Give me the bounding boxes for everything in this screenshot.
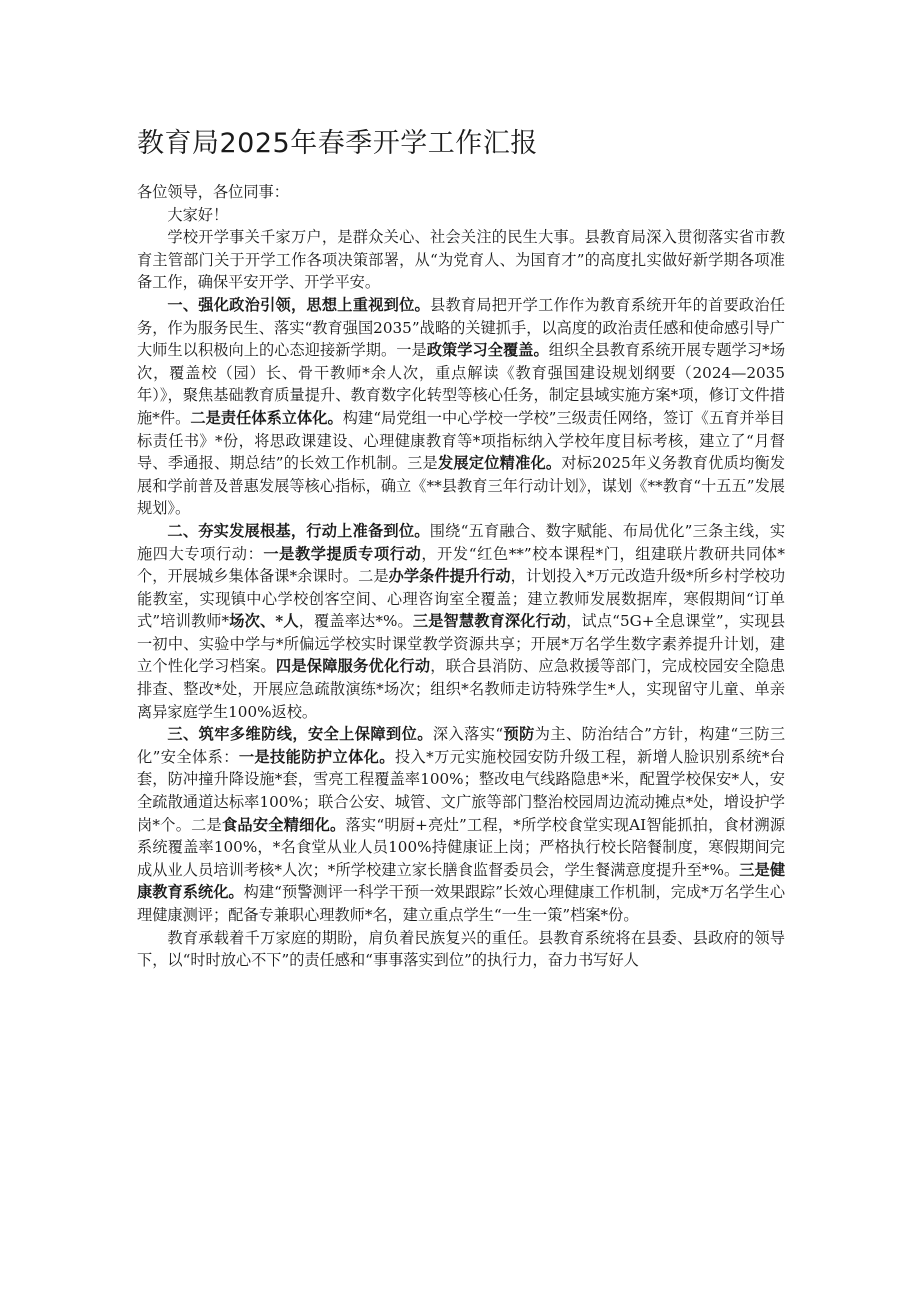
document-page <box>137 127 785 972</box>
text-run: 落实“明厨+亮灶”工程，*所学校食堂实现AI智能抓拍，食材溯源系统覆盖率100%，*名食堂从业人员100%持健康证上岗；严格执行校长陪餐制度，寒假期间完成从业人员培训考核*人次；*所学校建立家长膳食监督委员会，学生餐满意度提升至*%。 <box>137 815 786 879</box>
text-run: ，计划投入*万元改造升级*所乡村学校功能教室，实现镇中心学校创客空间、心理咨询室全覆盖；建立教师发展数据库，寒假期间“订单式”培训教师* <box>137 567 786 631</box>
section-2-paragraph <box>137 520 785 723</box>
bold-text-run: 政策学习全覆盖。 <box>426 341 549 360</box>
text-run: 构建“预警测评一科学干预一效果跟踪”长效心理健康工作机制，完成*万名学生心理健康测评；配备专兼职心理教师*名，建立重点学生“一生一策”档案*份。 <box>137 883 786 924</box>
bold-text-run: 一是教学提质专项行动 <box>263 544 422 563</box>
bold-text-run: 三是健康教育系统化。 <box>137 860 786 902</box>
text-run: ，开发“红色**”校本课程*门，组建联片教研共同体*个，开展城乡集体备课*余课时。二是 <box>137 544 786 586</box>
text-run: 构建“局党组一中心学校一学校”三级责任网络，签订《五育并举目标责任书》*份，将思政课建设、心理健康教育等*项指标纳入学校年度目标考核，建立了“月督导、季通报、期总结”的长效工作机制。三是 <box>137 408 786 473</box>
text-run: 组织全县教育系统开展专题学习*场次，覆盖校（园）长、骨干教师*余人次，重点解读《教育强国建设规划纲要（2024—2035年）》，聚焦基础教育质量提升、教育数字化转型等核心任务，制定县域实施方案*项，修订文件措施*件。 <box>137 341 786 427</box>
text-run: ，试点“5G+全息课堂”，实现县一初中、实验中学与*所偏远学校实时课堂教学资源共享；开展*万名学生数字素养提升计划，建立个性化学习档案。 <box>137 612 786 676</box>
intro-paragraph: 学校开学事关千家万户，是群众关心、社会关注的民生大事。县教育局深入贯彻落实省市教育主管部门关于开学工作各项决策部署，从“为党育人、为国育才”的高度扎实做好新学期各项准备工作，确保平安开学、开学平安。 <box>137 228 785 292</box>
section-1-paragraph <box>137 294 785 520</box>
bold-text-run: 二、夯实发展根基，行动上准备到位。 <box>167 521 430 540</box>
text-run: ，联合县消防、应急救援等部门，完成校园安全隐患排查、整改*处，开展应急疏散演练*场次；组织*名教师走访特殊学生*人，实现留守儿童、单亲离异家庭学生100%返校。 <box>137 657 786 721</box>
text-run: 投入*万元实施校园安防升级工程，新增人脸识别系统*台套，防冲撞升降设施*套，雪亮工程覆盖率100%；整改电气线路隐患*米，配置学校保安*人，安全疏散通道达标率100%；联合公安、城管、文广旅等部门整治校园周边流动摊点*处，增设护学岗*个。二是 <box>137 747 786 834</box>
section-3-paragraph <box>137 723 785 926</box>
bold-text-run: 场次、*人 <box>229 612 299 631</box>
bold-text-run: 预防 <box>503 725 535 744</box>
text-run: 围绕“五育融合、数字赋能、布局优化”三条主线，实施四大专项行动： <box>137 521 786 563</box>
document-title: 教育局2025年春季开学工作汇报 <box>137 128 538 159</box>
bold-text-run: 三、筑牢多维防线，安全上保障到位。 <box>167 725 433 744</box>
bold-text-run: 发展定位精准化。 <box>437 454 562 473</box>
bold-text-run: 四是保障服务优化行动 <box>275 657 431 676</box>
bold-text-run: 办学条件提升行动 <box>388 567 511 586</box>
text-run: 对标2025年义务教育优质均衡发展和学前普及普惠发展等核心指标，确立《**县教育三年行动计划》，谋划《**教育“十五五”发展规划》。 <box>137 454 786 518</box>
text-run: ，覆盖率达*%。 <box>298 612 413 631</box>
bold-text-run: 三是智慧教育深化行动 <box>412 612 567 631</box>
bold-text-run: 一是技能防护立体化。 <box>238 747 395 766</box>
greeting: 大家好！ <box>167 205 229 224</box>
bold-text-run: 食品安全精细化。 <box>222 815 346 834</box>
closing-paragraph: 教育承载着千万家庭的期盼，肩负着民族复兴的重任。县教育系统将在县委、县政府的领导下，以“时时放心不下”的责任感和“事事落实到位”的执行力，奋力书写好人 <box>137 928 785 970</box>
text-run: 县教育局把开学工作作为教育系统开年的首要政治任务，作为服务民生、落实“教育强国2035”战略的关键抓手，以高度的政治责任感和使命感引导广大师生以积极向上的心态迎接新学期。一是 <box>137 295 786 360</box>
text-run: 深入落实“ <box>432 725 504 744</box>
bold-text-run: 一、强化政治引领，思想上重视到位。 <box>167 295 430 314</box>
text-run: 为主、防治结合”方针，构建“三防三化”安全体系： <box>137 725 786 766</box>
bold-text-run: 二是责任体系立体化。 <box>190 408 343 427</box>
salutation: 各位领导，各位同事： <box>137 183 289 201</box>
